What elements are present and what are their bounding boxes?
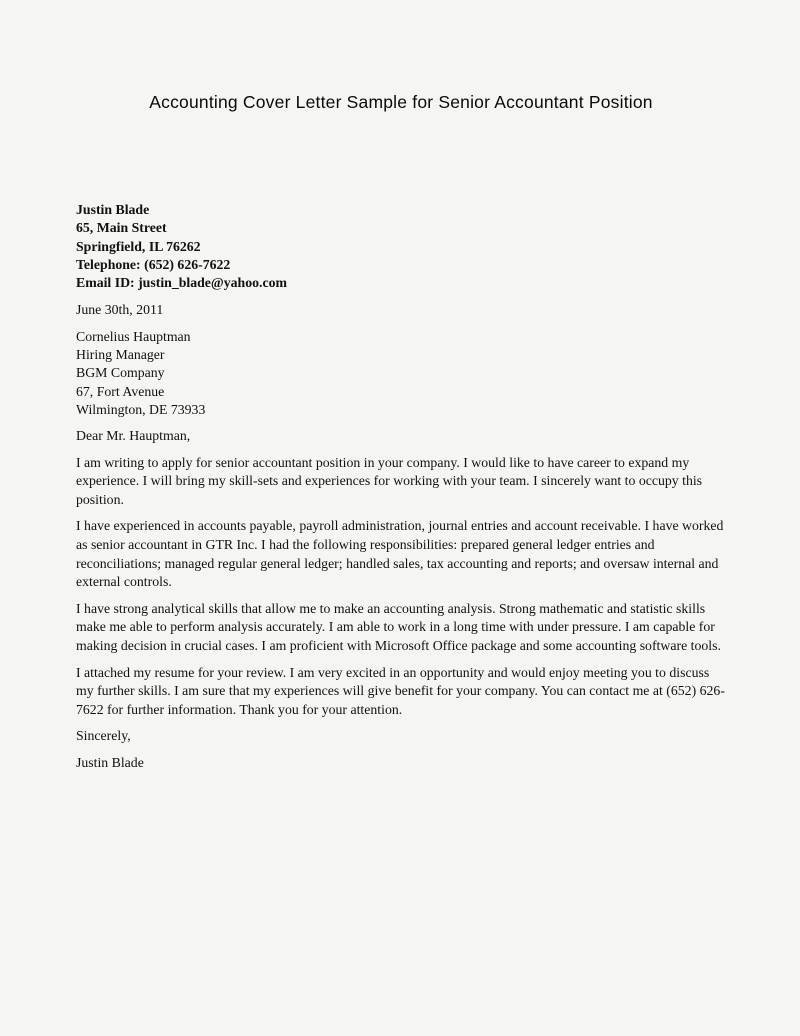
paragraph-intro: I am writing to apply for senior accountant position in your company. I would like to have career to expand my experience. I will bring my skill-sets and experiences for working with your team. I sincerely want to occupy this position.	[76, 454, 703, 507]
sender-address-block	[76, 201, 726, 292]
page-title: Accounting Cover Letter Sample for Senior Accountant Position	[149, 92, 653, 112]
signature-name: Justin Blade	[76, 754, 144, 770]
sender-telephone: Telephone: (652) 626-7622	[76, 256, 231, 272]
recipient-address-block	[76, 328, 726, 419]
salutation: Dear Mr. Hauptman,	[76, 428, 191, 444]
sender-email: Email ID: justin_blade@yahoo.com	[76, 275, 287, 291]
sender-city: Springfield, IL 76262	[76, 238, 201, 254]
paragraph-experience: I have experienced in accounts payable, payroll administration, journal entries and account receivable. I have worked as senior accountant in GTR Inc. I had the following responsibilities: prepared general ledger entries and reconciliations; managed regular general ledger; handled sales, tax accounting and reports; and oversaw internal and external controls.	[76, 518, 724, 590]
sender-street: 65, Main Street	[76, 220, 167, 236]
letter-date: June 30th, 2011	[76, 302, 164, 318]
recipient-title: Hiring Manager	[76, 347, 165, 363]
sender-name: Justin Blade	[76, 202, 150, 217]
recipient-street: 67, Fort Avenue	[76, 383, 165, 399]
recipient-city: Wilmington, DE 73933	[76, 401, 206, 417]
paragraph-skills: I have strong analytical skills that allow me to make an accounting analysis. Strong mathematic and statistic skills make me able to perform analysis accurately. I am able to work in a long time with under pressure. I am capable for making decision in crucial cases. I am proficient with Microsoft Office package and some accounting software tools.	[76, 600, 721, 653]
paragraph-call-to-action: I attached my resume for your review. I am very excited in an opportunity and would enjoy meeting you to discuss my further skills. I am sure that my experiences will give benefit for your company. You can contact me at (652) 626-7622 for further information. Thank you for your attention.	[76, 664, 725, 717]
closing: Sincerely,	[76, 728, 131, 744]
recipient-company: BGM Company	[76, 365, 165, 381]
recipient-name: Cornelius Hauptman	[76, 328, 191, 344]
